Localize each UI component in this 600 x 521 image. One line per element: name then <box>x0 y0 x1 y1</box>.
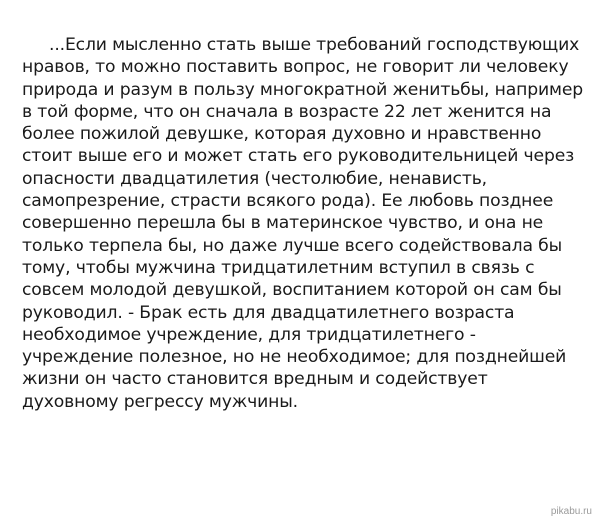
text-line: совершенно перешла бы в материнское чувство, и она не <box>22 213 544 234</box>
text-line: нравов, то можно поставить вопрос, не говорит ли человеку <box>22 57 569 78</box>
text-line: жизни он часто становится вредным и содействует <box>22 369 488 390</box>
text-line: ...Если мысленно стать выше требований господствующих <box>49 35 580 55</box>
text-line: в той форме, что он сначала в возрасте 22 лет женится на <box>22 101 552 122</box>
text-line: стоит выше его и может стать его руководительницей через <box>22 146 575 167</box>
text-line: учреждение полезное, но не необходимое; для позднейшей <box>22 347 567 368</box>
text-line: только терпела бы, но даже лучше всего содействовала бы <box>22 235 563 256</box>
text-line: опасности двадцатилетия (честолюбие, ненависть, <box>22 168 487 189</box>
site-watermark: pikabu.ru <box>550 506 592 517</box>
text-line: природа и разум в пользу многократной женитьбы, например <box>22 79 584 100</box>
text-line: самопрезрение, страсти всякого рода). Ее любовь позднее <box>22 191 554 212</box>
text-line: совсем молодой девушкой, воспитанием которой он сам бы <box>22 280 562 301</box>
text-line: более пожилой девушке, которая духовно и нравственно <box>22 124 542 145</box>
text-line: тому, чтобы мужчина тридцатилетним вступил в связь с <box>22 257 535 278</box>
text-line: необходимое учреждение, для тридцатилетнего - <box>22 324 476 345</box>
text-line: духовному регрессу мужчины. <box>22 391 298 412</box>
text-line: руководил. - Брак есть для двадцатилетнего возраста <box>22 302 515 323</box>
quote-text-block <box>22 34 592 413</box>
